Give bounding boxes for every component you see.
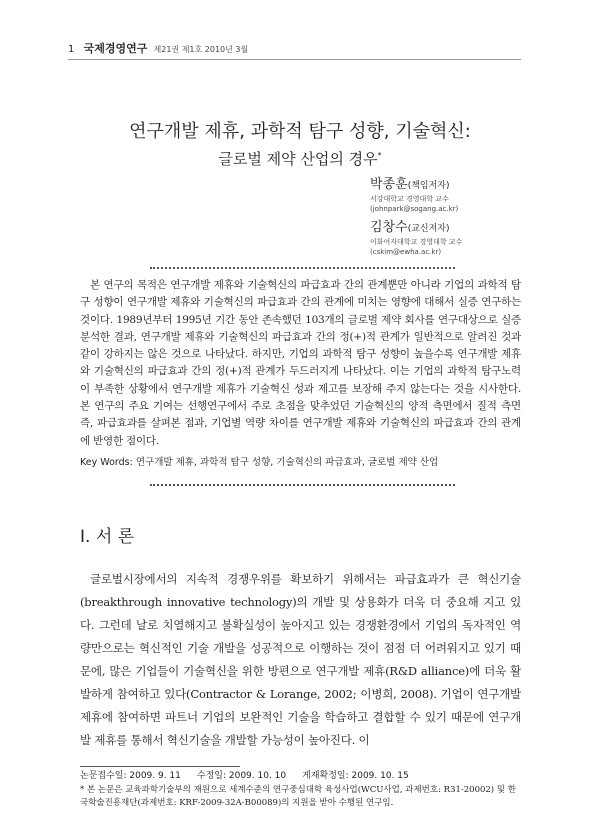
section-heading: Ⅰ. 서 론	[80, 526, 135, 547]
keywords-text: 연구개발 제휴, 과학적 탐구 성향, 기술혁신의 파급효과, 글로벌 제약 산업	[135, 456, 439, 468]
body-paragraph: 글로벌시장에서의 지속적 경쟁우위를 확보하기 위해서는 파급효과가 큰 혁신기술(breakthrough innovative technology)의 개발 및 상용화가 더욱 더 중요해 지고 있다. 그런데 날로 치열해지고 불확실성이 높아지고 있는 경쟁환경에서 기업의 독자적인 역량만으로는 혁신적인 기술 개발을 성공적으로 이행하는 것이 점점 더 어려워지고 있기 때문에, 많은 기업들이 기술혁신을 위한 방편으로 연구개발 제휴(R&D alliance)에 더욱 활발하게 참여하고 있다(Contractor & Lorange, 2002; 이병희, 2008). 기업이 연구개발 제휴에 참여하면 파트너 기업의 보완적인 기술을 학습하고 결합할 수 있기 때문에 연구개발 제휴를 통해서 혁신기술을 개발할 가능성이 높아진다. 이	[80, 571, 521, 747]
author-affiliation: 이화여자대학교 경영대학 교수	[370, 238, 463, 246]
author-name: 박종훈	[370, 177, 408, 192]
paper-subtitle	[0, 146, 600, 169]
title-footnote-mark: *	[377, 151, 382, 160]
keywords	[80, 456, 521, 470]
dotted-divider	[150, 484, 455, 486]
author-name: 김창수	[370, 220, 408, 235]
funding-footnote: * 본 논문은 교육과학기술부의 재원으로 세계수준의 연구중심대학 육성사업(WCU사업, 과제번호: R31-20002) 및 한국학술진흥재단(과제번호: KRF-2009-32A-B00089)의 지원을 받아 수행된 연구임.	[80, 784, 516, 808]
page-number: 1	[68, 44, 75, 55]
footnote-rule	[80, 766, 240, 767]
journal-name: 국제경영연구	[83, 42, 148, 55]
journal-issue: 제21권 제1호 2010년 3월	[153, 45, 249, 54]
author-email: (cskim@ewha.ac.kr)	[370, 248, 442, 256]
header-rule	[68, 59, 521, 60]
revised-date: 수정일: 2009. 10. 10	[196, 770, 287, 781]
author-role: (교신저자)	[407, 224, 450, 234]
received-date: 논문접수일: 2009. 9. 11	[80, 770, 181, 781]
accepted-date: 게재확정일: 2009. 10. 15	[302, 770, 409, 781]
subtitle-text: 글로벌 제약 산업의 경우	[218, 150, 378, 168]
paper-title: 연구개발 제휴, 과학적 탐구 성향, 기술혁신:	[129, 121, 471, 142]
dotted-divider	[150, 267, 455, 269]
submission-dates	[80, 770, 521, 782]
running-header	[68, 40, 521, 56]
author-email: (johnpark@sogang.ac.kr)	[370, 205, 459, 213]
author-role: (책임저자)	[407, 181, 450, 191]
keywords-label: Key Words:	[80, 456, 133, 468]
abstract: 본 연구의 목적은 연구개발 제휴와 기술혁신의 파급효과 간의 관계뿐만 아니라 기업의 과학적 탐구 성향이 연구개발 제휴와 기술혁신의 파급효과 간의 관계에 미치는 영향에 대해서 실증 연구하는 것이다. 1989년부터 1995년 기간 동안 존속했던 103개의 글로벌 제약 회사를 연구대상으로 실증 분석한 결과, 연구개발 제휴와 기술혁신의 파급효과 간의 정(+)적 관계가 일반적으로 알려진 것과 같이 강하지는 않은 것으로 나타났다. 하지만, 기업의 과학적 탐구 성향이 높을수록 연구개발 제휴와 기술혁신의 파급효과 간의 정(+)적 관계가 두드러지게 나타났다. 이는 기업의 과학적 탐구노력이 부족한 상황에서 연구개발 제휴가 기술혁신 성과 제고를 보장해 주지 않는다는 것을 시사한다. 본 연구의 주요 기여는 선행연구에서 주로 초점을 맞추었던 기술혁신의 양적 측면에서 질적 측면 즉, 파급효과를 살펴본 점과, 기업별 역량 차이를 연구개발 제휴와 기술혁신의 파급효과 간의 관계에 반영한 점이다.	[80, 279, 521, 447]
author-2	[370, 220, 521, 257]
author-1	[370, 177, 521, 214]
author-affiliation: 서강대학교 경영대학 교수	[370, 195, 449, 203]
